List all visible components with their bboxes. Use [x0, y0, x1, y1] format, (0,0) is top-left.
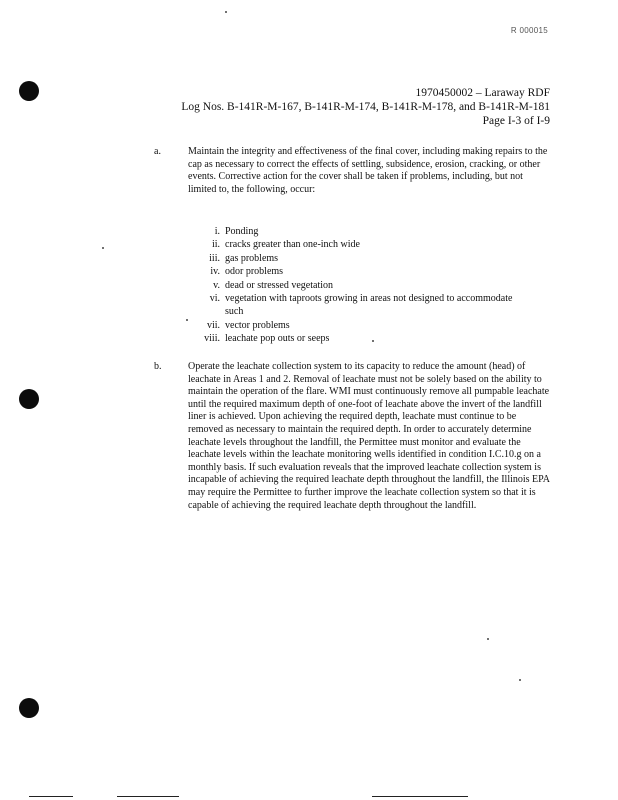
list-item-number: vi. [209, 293, 220, 305]
list-item-number: vii. [206, 319, 220, 331]
punch-hole-icon [19, 698, 39, 718]
log-numbers-line: Log Nos. B-141R-M-167, B-141R-M-174, B-141R-M-178, and B-141R-M-181 [181, 101, 550, 113]
condition-item-a [154, 146, 550, 196]
list-item-number: v. [213, 279, 220, 291]
item-letter: a. [154, 146, 161, 157]
scan-speck [372, 340, 374, 342]
list-item [188, 252, 518, 265]
scan-speck [102, 247, 104, 249]
footer-rule [372, 796, 468, 797]
page-header [181, 86, 550, 128]
list-item-text: vegetation with taproots growing in areas not designed to accommodate such [225, 293, 513, 318]
item-b-text: Operate the leachate collection system to its capacity to reduce the amount (head) of leachate in Areas 1 and 2. Removal of leachate must not be solely based on the ability to maintain the operation of the flare. WMI must continuously remove all pumpable leachate until the required maximum depth of one-foot of leachate above the invert of the landfill liner is achieved. Upon achieving the required depth, leachate must continue to be removed as necessary to maintain the required depth. In order to accurately determine leachate levels throughout the landfill, the Permittee must monitor and evaluate the leachate levels within the leachate monitoring wells identified in condition I.C.10.g on a monthly basis. If such evaluation reveals that the improved leachate collection system is incapable of achieving the required leachate depth throughout the landfill, the Illinois EPA may require the Permittee to further improve the leachate collection system so that it is capable of achieving the required leachate depth throughout the landfill. [188, 361, 550, 511]
list-item-text: vector problems [225, 319, 290, 331]
list-item-text: Ponding [225, 226, 259, 237]
punch-hole-icon [19, 389, 39, 409]
scan-speck [519, 679, 521, 681]
list-item-number: i. [214, 226, 220, 237]
scan-speck [487, 638, 489, 640]
list-item-text: dead or stressed vegetation [225, 279, 334, 291]
list-item-text: odor problems [225, 266, 284, 278]
footer-rule [117, 796, 179, 797]
list-item-number: viii. [204, 333, 220, 345]
list-item-number: iii. [209, 252, 220, 264]
facility-id-line: 1970450002 – Laraway RDF [415, 87, 550, 99]
footer-rule [29, 796, 73, 797]
scan-speck [225, 11, 227, 13]
condition-item-b [154, 361, 550, 512]
item-a-text: Maintain the integrity and effectiveness of the final cover, including making repairs to the cap as necessary to correct the effects of settling, subsidence, erosion, cracking, or other events. Corrective action for the cover shall be taken if problems, including, but not limited to, the following, occur: [188, 146, 548, 195]
list-item-number: iv. [210, 266, 220, 278]
page-number: Page I-3 of I-9 [482, 115, 550, 127]
list-item [188, 265, 518, 278]
list-item-number: ii. [211, 239, 220, 251]
punch-hole-icon [19, 81, 39, 101]
list-item-text: gas problems [225, 252, 279, 264]
list-item [188, 238, 518, 251]
list-item [188, 279, 518, 292]
bates-number: R 000015 [510, 26, 548, 35]
list-item [188, 225, 518, 238]
list-item-text: leachate pop outs or seeps [225, 333, 330, 345]
scan-speck [186, 319, 188, 321]
list-item-text: cracks greater than one-inch wide [225, 239, 360, 251]
item-letter: b. [154, 361, 162, 372]
list-item [188, 332, 518, 345]
list-item [188, 319, 518, 332]
list-item [188, 292, 518, 319]
problem-list [188, 225, 518, 346]
